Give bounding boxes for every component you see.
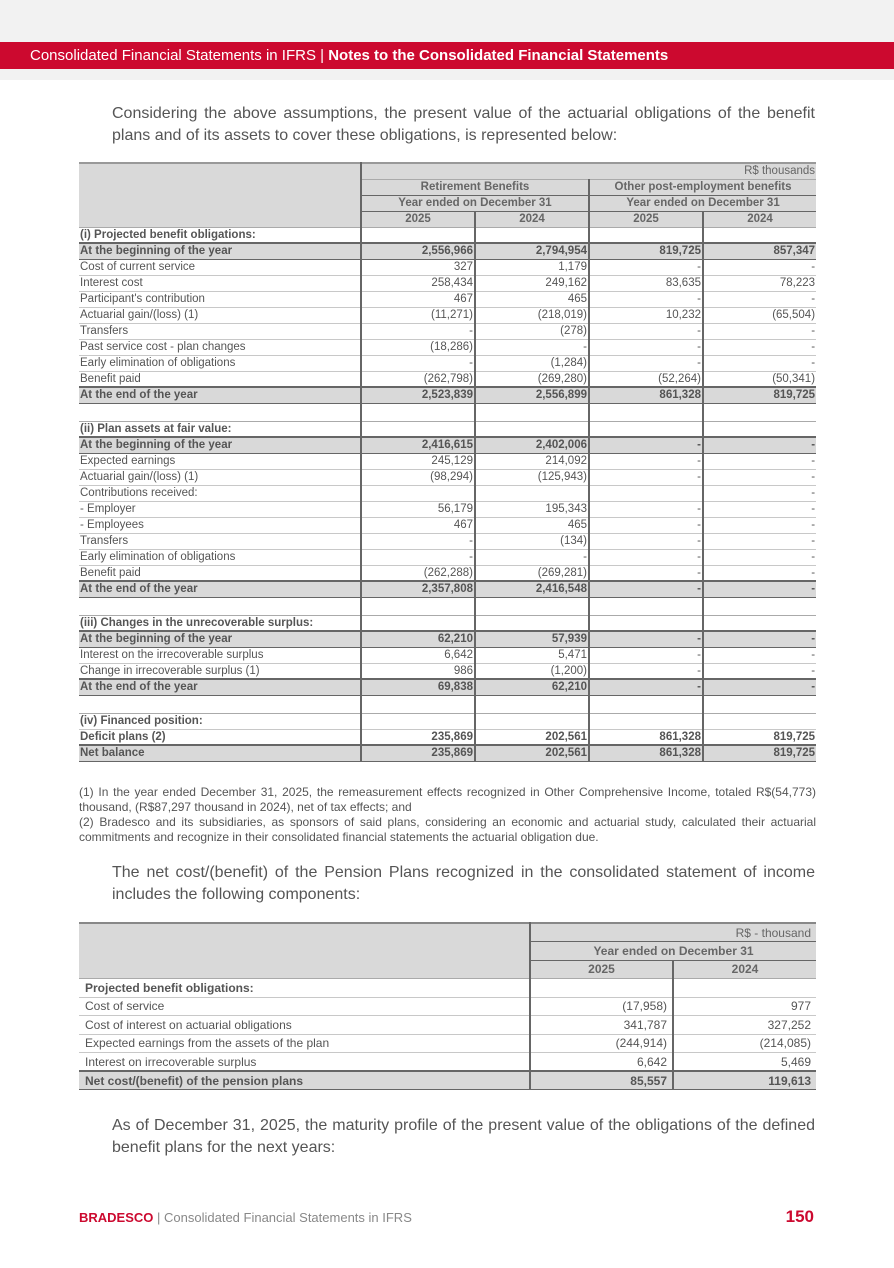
page-footer: BRADESCO | Consolidated Financial Statements in IFRS [79,1210,412,1225]
value-cell: 2,556,966 [361,243,475,259]
row-label: Net cost/(benefit) of the pension plans [79,1071,530,1090]
value-cell: (262,288) [361,565,475,581]
value-cell: 977 [673,997,816,1016]
row-label: Benefit paid [79,565,361,581]
value-cell: 202,561 [475,745,589,761]
value-cell: (214,085) [673,1034,816,1053]
value-cell: - [589,581,703,597]
value-cell: - [589,291,703,307]
row-label: Actuarial gain/(loss) (1) [79,469,361,485]
value-cell: - [703,565,816,581]
row-label: At the beginning of the year [79,437,361,453]
value-cell: - [703,647,816,663]
value-cell: 5,469 [673,1053,816,1072]
row-label: Benefit paid [79,371,361,387]
table-row [79,549,816,565]
value-cell [589,403,703,421]
value-cell: 2,556,899 [475,387,589,403]
net-cost-paragraph: The net cost/(benefit) of the Pension Plans recognized in the consolidated statement of income includes the following components: [112,864,815,903]
row-label: Interest on irrecoverable surplus [79,1053,530,1072]
value-cell: (262,798) [361,371,475,387]
value-cell: - [703,631,816,647]
value-cell: - [703,581,816,597]
row-label: At the end of the year [79,581,361,597]
row-label: Deficit plans (2) [79,729,361,745]
value-cell: 56,179 [361,501,475,517]
value-cell: 819,725 [703,387,816,403]
spacer-row [79,695,816,713]
value-cell [589,713,703,729]
value-cell: 214,092 [475,453,589,469]
value-cell: - [703,533,816,549]
value-cell: 78,223 [703,275,816,291]
footer-text: Consolidated Financial Statements in IFRS [164,1210,412,1225]
value-cell [475,421,589,437]
unit-label: R$ thousands [361,163,816,179]
value-cell: 62,210 [475,679,589,695]
maturity-paragraph: As of December 31, 2025, the maturity profile of the present value of the obligations of the defined benefit plans for the next years: [112,1117,815,1156]
value-cell: 10,232 [589,307,703,323]
header-subtitle: Notes to the Consolidated Financial Statements [328,47,669,64]
value-cell [530,979,673,998]
header-band [0,69,894,80]
spacer-row [79,597,816,615]
header-title: Consolidated Financial Statements in IFRS [30,47,316,64]
value-cell: 2,357,808 [361,581,475,597]
table-row [79,1053,816,1072]
value-cell [703,713,816,729]
table-row [79,307,816,323]
header-blank-cell [79,163,361,227]
value-cell: - [361,323,475,339]
value-cell: - [475,339,589,355]
value-cell [361,227,475,243]
value-cell [475,485,589,501]
top-margin [0,0,894,42]
value-cell: - [703,453,816,469]
row-label: - Employees [79,517,361,533]
value-cell: 258,434 [361,275,475,291]
table-row [79,291,816,307]
year-header: 2025 [530,960,673,979]
value-cell: 467 [361,517,475,533]
value-cell: - [703,259,816,275]
value-cell: (125,943) [475,469,589,485]
table-row [79,517,816,533]
value-cell: 861,328 [589,745,703,761]
value-cell: (134) [475,533,589,549]
value-cell [703,421,816,437]
value-cell [703,597,816,615]
footnote-1: (1) In the year ended December 31, 2025, the remeasurement effects recognized in Other Comprehensive Income, totaled R$(54,773) thousand, (R$87,297 thousand in 2024), net of tax effects; and [79,785,816,814]
value-cell: (278) [475,323,589,339]
table-row [79,631,816,647]
section-heading-row [79,615,816,631]
value-cell [475,713,589,729]
table-row [79,679,816,695]
group-header-other: Other post-employment benefits [589,179,816,195]
value-cell: - [589,565,703,581]
value-cell: 465 [475,291,589,307]
value-cell: 819,725 [703,745,816,761]
table-row [79,275,816,291]
value-cell: 341,787 [530,1016,673,1035]
row-label: Cost of service [79,997,530,1016]
value-cell: 465 [475,517,589,533]
table-row [79,647,816,663]
value-cell: (18,286) [361,339,475,355]
row-label: Transfers [79,533,361,549]
table-row [79,243,816,259]
value-cell: 857,347 [703,243,816,259]
year-header: 2025 [361,211,475,227]
value-cell: - [589,469,703,485]
row-label: (iv) Financed position: [79,713,361,729]
row-label: Transfers [79,323,361,339]
value-cell: - [703,501,816,517]
table-row [79,387,816,403]
value-cell [703,227,816,243]
group-header-retirement: Retirement Benefits [361,179,589,195]
value-cell [589,485,703,501]
value-cell: 2,402,006 [475,437,589,453]
table-row [79,533,816,549]
net-cost-table [79,922,816,1090]
page-header-banner: Consolidated Financial Statements in IFRS | Notes to the Consolidated Financial Statements [0,42,894,69]
value-cell: (269,281) [475,565,589,581]
row-label: Projected benefit obligations: [79,979,530,998]
value-cell: - [703,549,816,565]
value-cell [589,227,703,243]
value-cell [475,695,589,713]
value-cell: 861,328 [589,387,703,403]
value-cell [703,695,816,713]
value-cell: 467 [361,291,475,307]
row-label: (iii) Changes in the unrecoverable surplus: [79,615,361,631]
value-cell: - [589,631,703,647]
value-cell: 861,328 [589,729,703,745]
value-cell: (98,294) [361,469,475,485]
value-cell: - [589,647,703,663]
value-cell: - [703,291,816,307]
value-cell: 6,642 [361,647,475,663]
value-cell: 327 [361,259,475,275]
value-cell [475,403,589,421]
row-label: Actuarial gain/(loss) (1) [79,307,361,323]
value-cell: 119,613 [673,1071,816,1090]
table-row [79,453,816,469]
table-row [79,437,816,453]
value-cell: 2,523,839 [361,387,475,403]
value-cell [589,695,703,713]
value-cell: - [589,453,703,469]
value-cell: (244,914) [530,1034,673,1053]
value-cell: - [703,679,816,695]
table-body [79,227,816,761]
row-label: Contributions received: [79,485,361,501]
value-cell: 1,179 [475,259,589,275]
value-cell: 245,129 [361,453,475,469]
value-cell: 6,642 [530,1053,673,1072]
year-header: 2024 [673,960,816,979]
row-label: At the beginning of the year [79,631,361,647]
value-cell: 2,416,548 [475,581,589,597]
year-header: 2025 [589,211,703,227]
value-cell: 235,869 [361,729,475,745]
intro-paragraph: Considering the above assumptions, the present value of the actuarial obligations of the benefit plans and of its assets to cover these obligations, is represented below: [112,105,815,144]
row-label: Early elimination of obligations [79,549,361,565]
section-heading-row [79,227,816,243]
value-cell: 57,939 [475,631,589,647]
row-label: At the beginning of the year [79,243,361,259]
year-header: 2024 [703,211,816,227]
value-cell: (269,280) [475,371,589,387]
table-row [79,581,816,597]
value-cell: (65,504) [703,307,816,323]
table-row [79,663,816,679]
value-cell [589,421,703,437]
value-cell: 83,635 [589,275,703,291]
value-cell: 202,561 [475,729,589,745]
value-cell: 327,252 [673,1016,816,1035]
value-cell: 5,471 [475,647,589,663]
value-cell: (17,958) [530,997,673,1016]
table-row [79,485,816,501]
value-cell: - [589,663,703,679]
value-cell: - [475,549,589,565]
value-cell: - [589,323,703,339]
value-cell [361,485,475,501]
table-row [79,1034,816,1053]
section-heading-row [79,979,816,998]
value-cell [361,713,475,729]
page-number: 150 [785,1207,814,1226]
value-cell: 85,557 [530,1071,673,1090]
row-label: Early elimination of obligations [79,355,361,371]
value-cell: - [703,517,816,533]
year-header: 2024 [475,211,589,227]
row-label: Interest on the irrecoverable surplus [79,647,361,663]
row-label: Cost of current service [79,259,361,275]
value-cell: 249,162 [475,275,589,291]
row-label: Cost of interest on actuarial obligations [79,1016,530,1035]
table-row [79,997,816,1016]
value-cell [361,695,475,713]
value-cell [703,615,816,631]
footer-brand: BRADESCO [79,1210,154,1225]
table-row [79,259,816,275]
row-label [79,597,361,615]
table-row [79,729,816,745]
value-cell [673,979,816,998]
value-cell [361,597,475,615]
table-row [79,501,816,517]
row-label [79,695,361,713]
row-label: At the end of the year [79,387,361,403]
period-label: Year ended on December 31 [530,942,816,961]
table-row [79,355,816,371]
table-row [79,745,816,761]
row-label: (i) Projected benefit obligations: [79,227,361,243]
row-label: Change in irrecoverable surplus (1) [79,663,361,679]
value-cell: - [589,533,703,549]
value-cell: - [589,259,703,275]
benefit-obligations-table [79,162,816,762]
section-heading-row [79,713,816,729]
value-cell: (50,341) [703,371,816,387]
period-label: Year ended on December 31 [361,195,589,211]
value-cell: 235,869 [361,745,475,761]
value-cell: 2,416,615 [361,437,475,453]
row-label: Expected earnings [79,453,361,469]
row-label: Participant's contribution [79,291,361,307]
value-cell: - [703,663,816,679]
value-cell: (1,284) [475,355,589,371]
value-cell: (11,271) [361,307,475,323]
value-cell [703,403,816,421]
table-row [79,469,816,485]
table-row [79,1016,816,1035]
value-cell: - [703,485,816,501]
table-row [79,339,816,355]
unit-label: R$ - thousand [530,923,816,942]
footnotes [79,785,816,845]
row-label: Interest cost [79,275,361,291]
row-label: At the end of the year [79,679,361,695]
value-cell: (1,200) [475,663,589,679]
value-cell [475,227,589,243]
value-cell [589,615,703,631]
value-cell: - [589,679,703,695]
row-label: Net balance [79,745,361,761]
value-cell: - [703,437,816,453]
value-cell [361,403,475,421]
value-cell: 195,343 [475,501,589,517]
value-cell: - [589,549,703,565]
value-cell: 819,725 [703,729,816,745]
value-cell: - [361,533,475,549]
value-cell [589,597,703,615]
value-cell: (52,264) [589,371,703,387]
value-cell: - [703,323,816,339]
row-label: (ii) Plan assets at fair value: [79,421,361,437]
value-cell: - [589,517,703,533]
row-label: Past service cost - plan changes [79,339,361,355]
row-label: Expected earnings from the assets of the plan [79,1034,530,1053]
value-cell: - [703,355,816,371]
value-cell: - [589,437,703,453]
value-cell: - [361,549,475,565]
value-cell [475,597,589,615]
period-label: Year ended on December 31 [589,195,816,211]
spacer-row [79,403,816,421]
value-cell: 62,210 [361,631,475,647]
value-cell: (218,019) [475,307,589,323]
table-row [79,371,816,387]
value-cell: 69,838 [361,679,475,695]
footnote-2: (2) Bradesco and its subsidiaries, as sponsors of said plans, considering an economic and actuarial study, calculated their actuarial commitments and recognize in their consolidated financial statements the actuarial obligation due. [79,815,816,844]
header-blank-cell [79,923,530,979]
table-row [79,565,816,581]
value-cell: - [589,339,703,355]
value-cell [361,615,475,631]
table-row [79,323,816,339]
value-cell: - [703,469,816,485]
table-body [79,979,816,1090]
row-label [79,403,361,421]
table-row [79,1071,816,1090]
row-label: - Employer [79,501,361,517]
value-cell: 986 [361,663,475,679]
value-cell: - [589,355,703,371]
value-cell [475,615,589,631]
value-cell: - [361,355,475,371]
value-cell: 819,725 [589,243,703,259]
value-cell: 2,794,954 [475,243,589,259]
value-cell: - [589,501,703,517]
value-cell: - [703,339,816,355]
value-cell [361,421,475,437]
section-heading-row [79,421,816,437]
